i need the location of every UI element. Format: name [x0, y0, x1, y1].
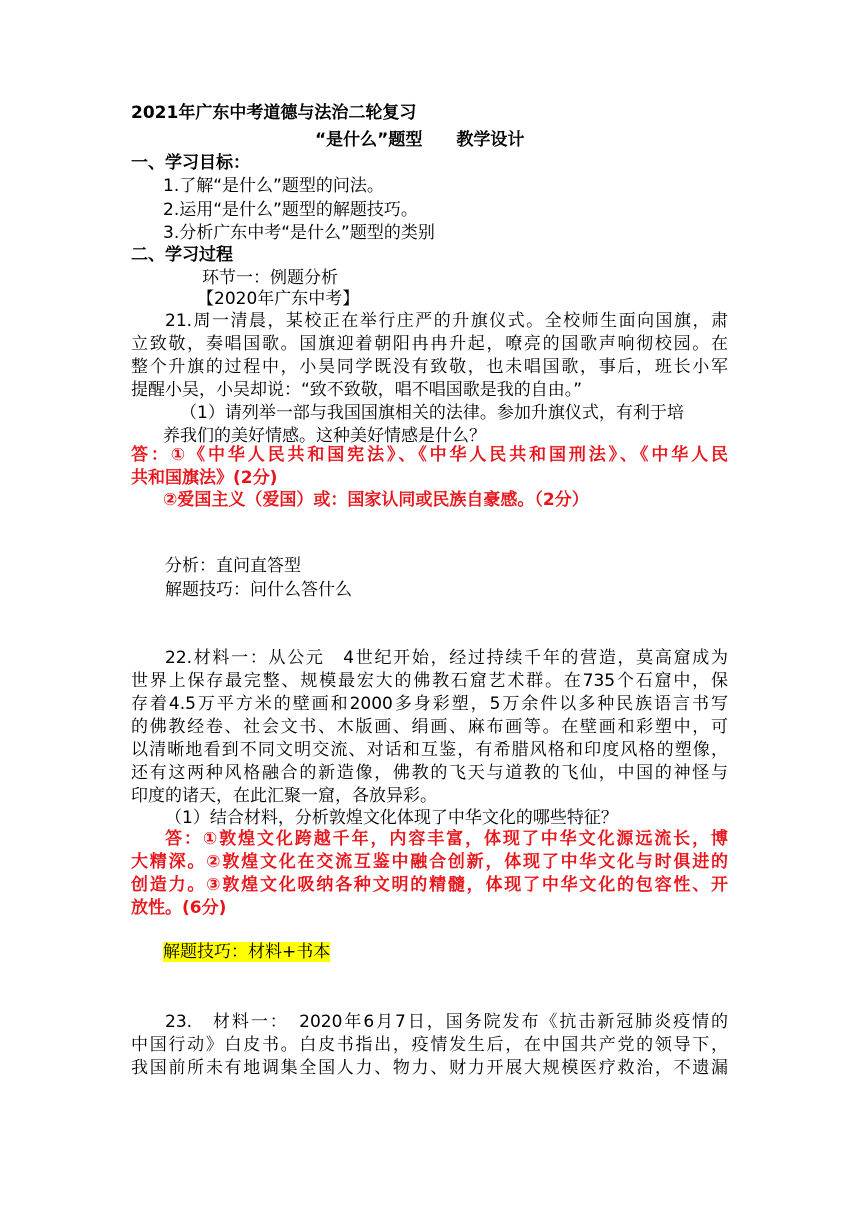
- q22-line: 以清晰地看到不同文明交流、对话和互鉴，有希腊风格和印度风格的塑像，: [131, 740, 728, 760]
- section1-heading: 一、学习目标：: [131, 153, 250, 173]
- q22-tip: [163, 940, 330, 964]
- q23-line: 中国行动》白皮书。白皮书指出，疫情发生后，在中国共产党的领导下，: [131, 1035, 728, 1055]
- q21-answer: ②爱国主义（爱国）或：国家认同或民族自豪感。（2分）: [163, 490, 589, 510]
- q22-line: 的佛教经卷、社会文书、木版画、绢画、麻布画等。在壁画和彩塑中，可: [131, 717, 728, 737]
- q22-answer: 放性。(6分): [131, 898, 227, 918]
- q22-answer: 大精深。②敦煌文化在交流互鉴中融合创新，体现了中华文化与时俱进的: [131, 852, 728, 872]
- objective-1: 1.了解“是什么”题型的问法。: [163, 176, 384, 196]
- q22-line: 22.材料一：从公元 4世纪开始，经过持续千年的营造，莫高窟成为: [165, 648, 728, 668]
- q21-sub-question: （1）请列举一部与我国国旗相关的法律。参加升旗仪式，有利于培: [180, 403, 684, 423]
- q22-line: 存着4.5万平方米的壁画和2000多身彩塑，5万余件以多种民族语言书写: [131, 694, 728, 714]
- q21-answer: 共和国旗法》(2分): [131, 468, 278, 488]
- doc-title: 2021年广东中考道德与法治二轮复习: [131, 103, 417, 123]
- highlighted-tip: 解题技巧：材料+书本: [163, 942, 331, 962]
- q21-analysis: 分析：直问直答型: [165, 556, 301, 576]
- q23-line: 23. 材料一： 2020年6月7日，国务院发布《抗击新冠肺炎疫情的: [165, 1012, 728, 1032]
- q21-line: 立致敬，奏唱国歌。国旗迎着朝阳冉冉升起，嘹亮的国歌声响彻校园。在: [131, 334, 728, 354]
- q22-answer: 答：①敦煌文化跨越千年，内容丰富，体现了中华文化源远流长，博: [165, 829, 728, 849]
- q21-line: 21.周一清晨，某校正在举行庄严的升旗仪式。全校师生面向国旗，肃: [165, 311, 728, 331]
- q23-line: 我国前所未有地调集全国人力、物力、财力开展大规模医疗救治，不遗漏: [131, 1058, 728, 1078]
- section2-heading: 二、学习过程: [131, 245, 233, 265]
- q21-line: 提醒小吴，小吴却说：“致不致敬，唱不唱国歌是我的自由。”: [131, 380, 583, 400]
- q21-line: 整个升旗的过程中，小昊同学既没有致敬，也未唱国歌，事后，班长小军: [131, 357, 728, 377]
- q21-answer: 答：①《中华人民共和国宪法》、《中华人民共和国刑法》、《中华人民: [131, 445, 728, 465]
- exam-source: 【2020年广东中考】: [197, 289, 360, 309]
- q21-tip: 解题技巧：问什么答什么: [165, 580, 352, 600]
- q22-line: 印度的诸天，在此汇聚一窟，各放异彩。: [131, 786, 437, 806]
- objective-2: 2.运用“是什么”题型的解题技巧。: [163, 200, 418, 220]
- q22-answer: 创造力。③敦煌文化吸纳各种文明的精髓，体现了中华文化的包容性、开: [131, 875, 728, 895]
- q22-sub-question: （1）结合材料，分析敦煌文化体现了中华文化的哪些特征？: [165, 808, 618, 828]
- q22-line: 还有这两种风格融合的新造像，佛教的飞天与道教的飞仙，中国的神怪与: [131, 763, 728, 783]
- step-label: 环节一：例题分析: [202, 268, 338, 288]
- objective-3: 3.分析广东中考“是什么”题型的类别: [163, 223, 435, 243]
- doc-subtitle: “是什么”题型 教学设计: [315, 130, 525, 150]
- q21-sub-question: 养我们的美好情感。这种美好情感是什么？: [163, 426, 486, 446]
- q22-line: 世界上保存最完整、规模最宏大的佛教石窟艺术群。在735个石窟中，保: [131, 671, 728, 691]
